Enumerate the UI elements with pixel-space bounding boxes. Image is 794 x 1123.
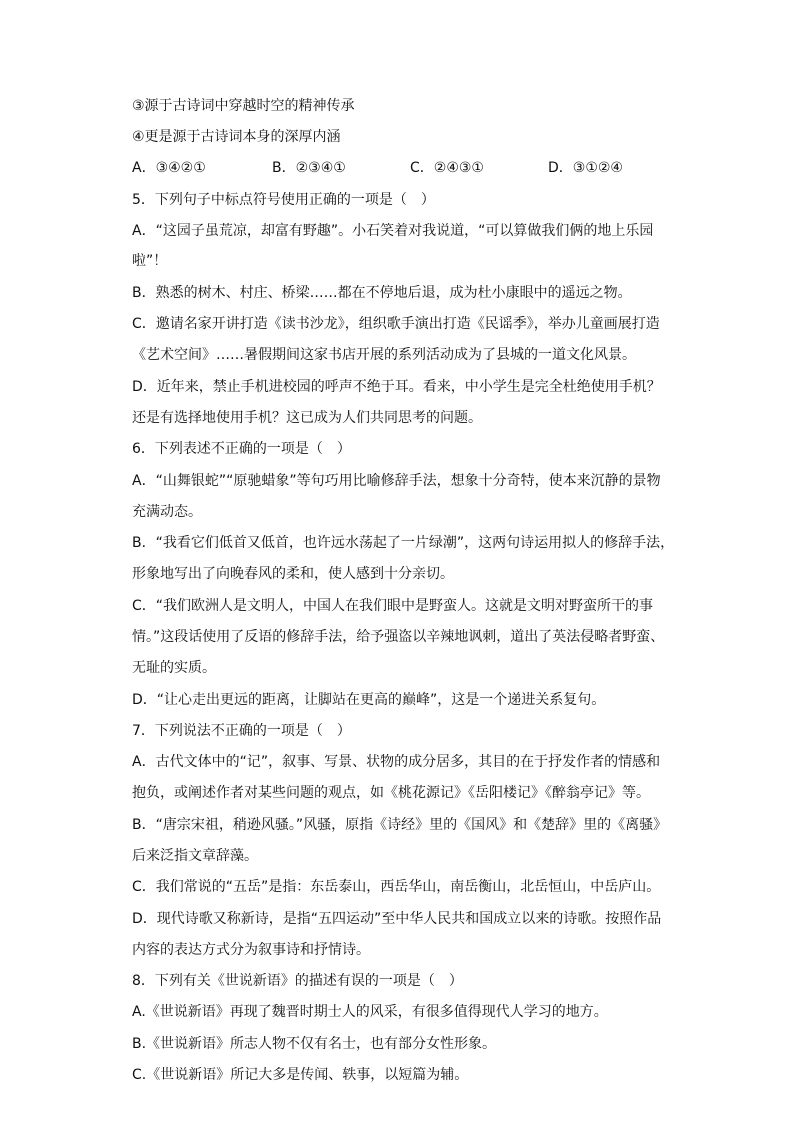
q6-option-d: D．“让心走出更远的距离，让脚站在更高的巅峰”，这是一个递进关系复句。: [132, 692, 606, 708]
q6-option-c-line1: C．“我们欧洲人是文明人，中国人在我们眼中是野蛮人。这就是文明对野蛮所干的事: [132, 598, 654, 614]
q6-option-c-line2: 情。”这段话使用了反语的修辞手法，给予强盗以辛辣地讽刺，道出了英法侵略者野蛮、: [132, 629, 665, 645]
q8-option-c: C.《世说新语》所记大多是传闻、轶事，以短篇为辅。: [132, 1067, 469, 1083]
q5-option-c-line2: 《艺术空间》……暑假期间这家书店开展的系列活动成为了县城的一道文化风景。: [132, 347, 636, 363]
question-5-stem: 5．下列句子中标点符号使用正确的一项是（ ）: [132, 192, 435, 208]
q8-option-a: A.《世说新语》再现了魏晋时期士人的风采，有很多值得现代人学习的地方。: [132, 1004, 608, 1020]
q6-option-b-line1: B．“我看它们低首又低首，也许远水荡起了一片绿潮”，这两句诗运用拟人的修辞手法，: [132, 535, 675, 551]
q5-option-d-line1: D．近年来，禁止手机进校园的呼声不绝于耳。看来，中小学生是完全杜绝使用手机？: [132, 379, 661, 395]
q6-option-c-line3: 无耻的实质。: [132, 660, 216, 676]
q5-option-a-line1: A．“这园子虽荒凉，却富有野趣”。小石笑着对我说道，“可以算做我们俩的地上乐园: [132, 223, 654, 239]
q5-option-a-line2: 啦”！: [132, 253, 168, 269]
q6-option-a-line1: A．“山舞银蛇”“原驰蜡象”等句巧用比喻修辞手法，想象十分奇特，使本来沉静的景物: [132, 473, 661, 489]
q7-option-a-line1: A．古代文体中的“记”，叙事、写景、状物的成分居多，其目的在于抒发作者的情感和: [132, 754, 661, 770]
q7-option-c: C．我们常说的“五岳”是指：东岳泰山，西岳华山，南岳衡山，北岳恒山，中岳庐山。: [132, 879, 661, 895]
q5-option-c-line1: C．邀请名家开讲打造《读书沙龙》，组织歌手演出打造《民谣季》，举办儿童画展打造: [132, 316, 660, 332]
q8-option-b: B.《世说新语》所志人物不仅有名士，也有部分女性形象。: [132, 1036, 497, 1052]
q6-option-a-line2: 充满动态。: [132, 504, 202, 520]
q5-option-b: B．熟悉的树木、村庄、桥梁……都在不停地后退，成为杜小康眼中的遥远之物。: [132, 285, 632, 301]
q4-choice-b: B．②③④①: [272, 160, 346, 176]
statement-3: ③源于古诗词中穿越时空的精神传承: [132, 98, 355, 114]
q4-choice-d: D．③①②④: [548, 160, 623, 176]
q7-option-a-line2: 抱负，或阐述作者对某些问题的观点，如《桃花源记》《岳阳楼记》《醉翁亭记》等。: [132, 785, 650, 801]
q7-option-b-line1: B．“唐宗宋祖，稍逊风骚。”风骚，原指《诗经》里的《国风》和《楚辞》里的《离骚》: [132, 817, 668, 833]
q7-option-b-line2: 后来泛指文章辞藻。: [132, 848, 258, 864]
q6-option-b-line2: 形象地写出了向晚春风的柔和，使人感到十分亲切。: [132, 566, 454, 582]
q4-choice-c: C．②④③①: [410, 160, 484, 176]
question-7-stem: 7．下列说法不正确的一项是（ ）: [132, 723, 351, 739]
q7-option-d-line1: D．现代诗歌又称新诗，是指“五四运动”至中华人民共和国成立以来的诗歌。按照作品: [132, 911, 662, 927]
q5-option-d-line2: 还是有选择地使用手机？这已成为人们共同思考的问题。: [132, 410, 482, 426]
question-8-stem: 8．下列有关《世说新语》的描述有误的一项是（ ）: [132, 973, 463, 989]
q4-choice-a: A．③④②①: [132, 160, 206, 176]
statement-4: ④更是源于古诗词本身的深厚内涵: [132, 129, 341, 145]
q7-option-d-line2: 内容的表达方式分为叙事诗和抒情诗。: [132, 942, 370, 958]
question-6-stem: 6．下列表述不正确的一项是（ ）: [132, 441, 351, 457]
